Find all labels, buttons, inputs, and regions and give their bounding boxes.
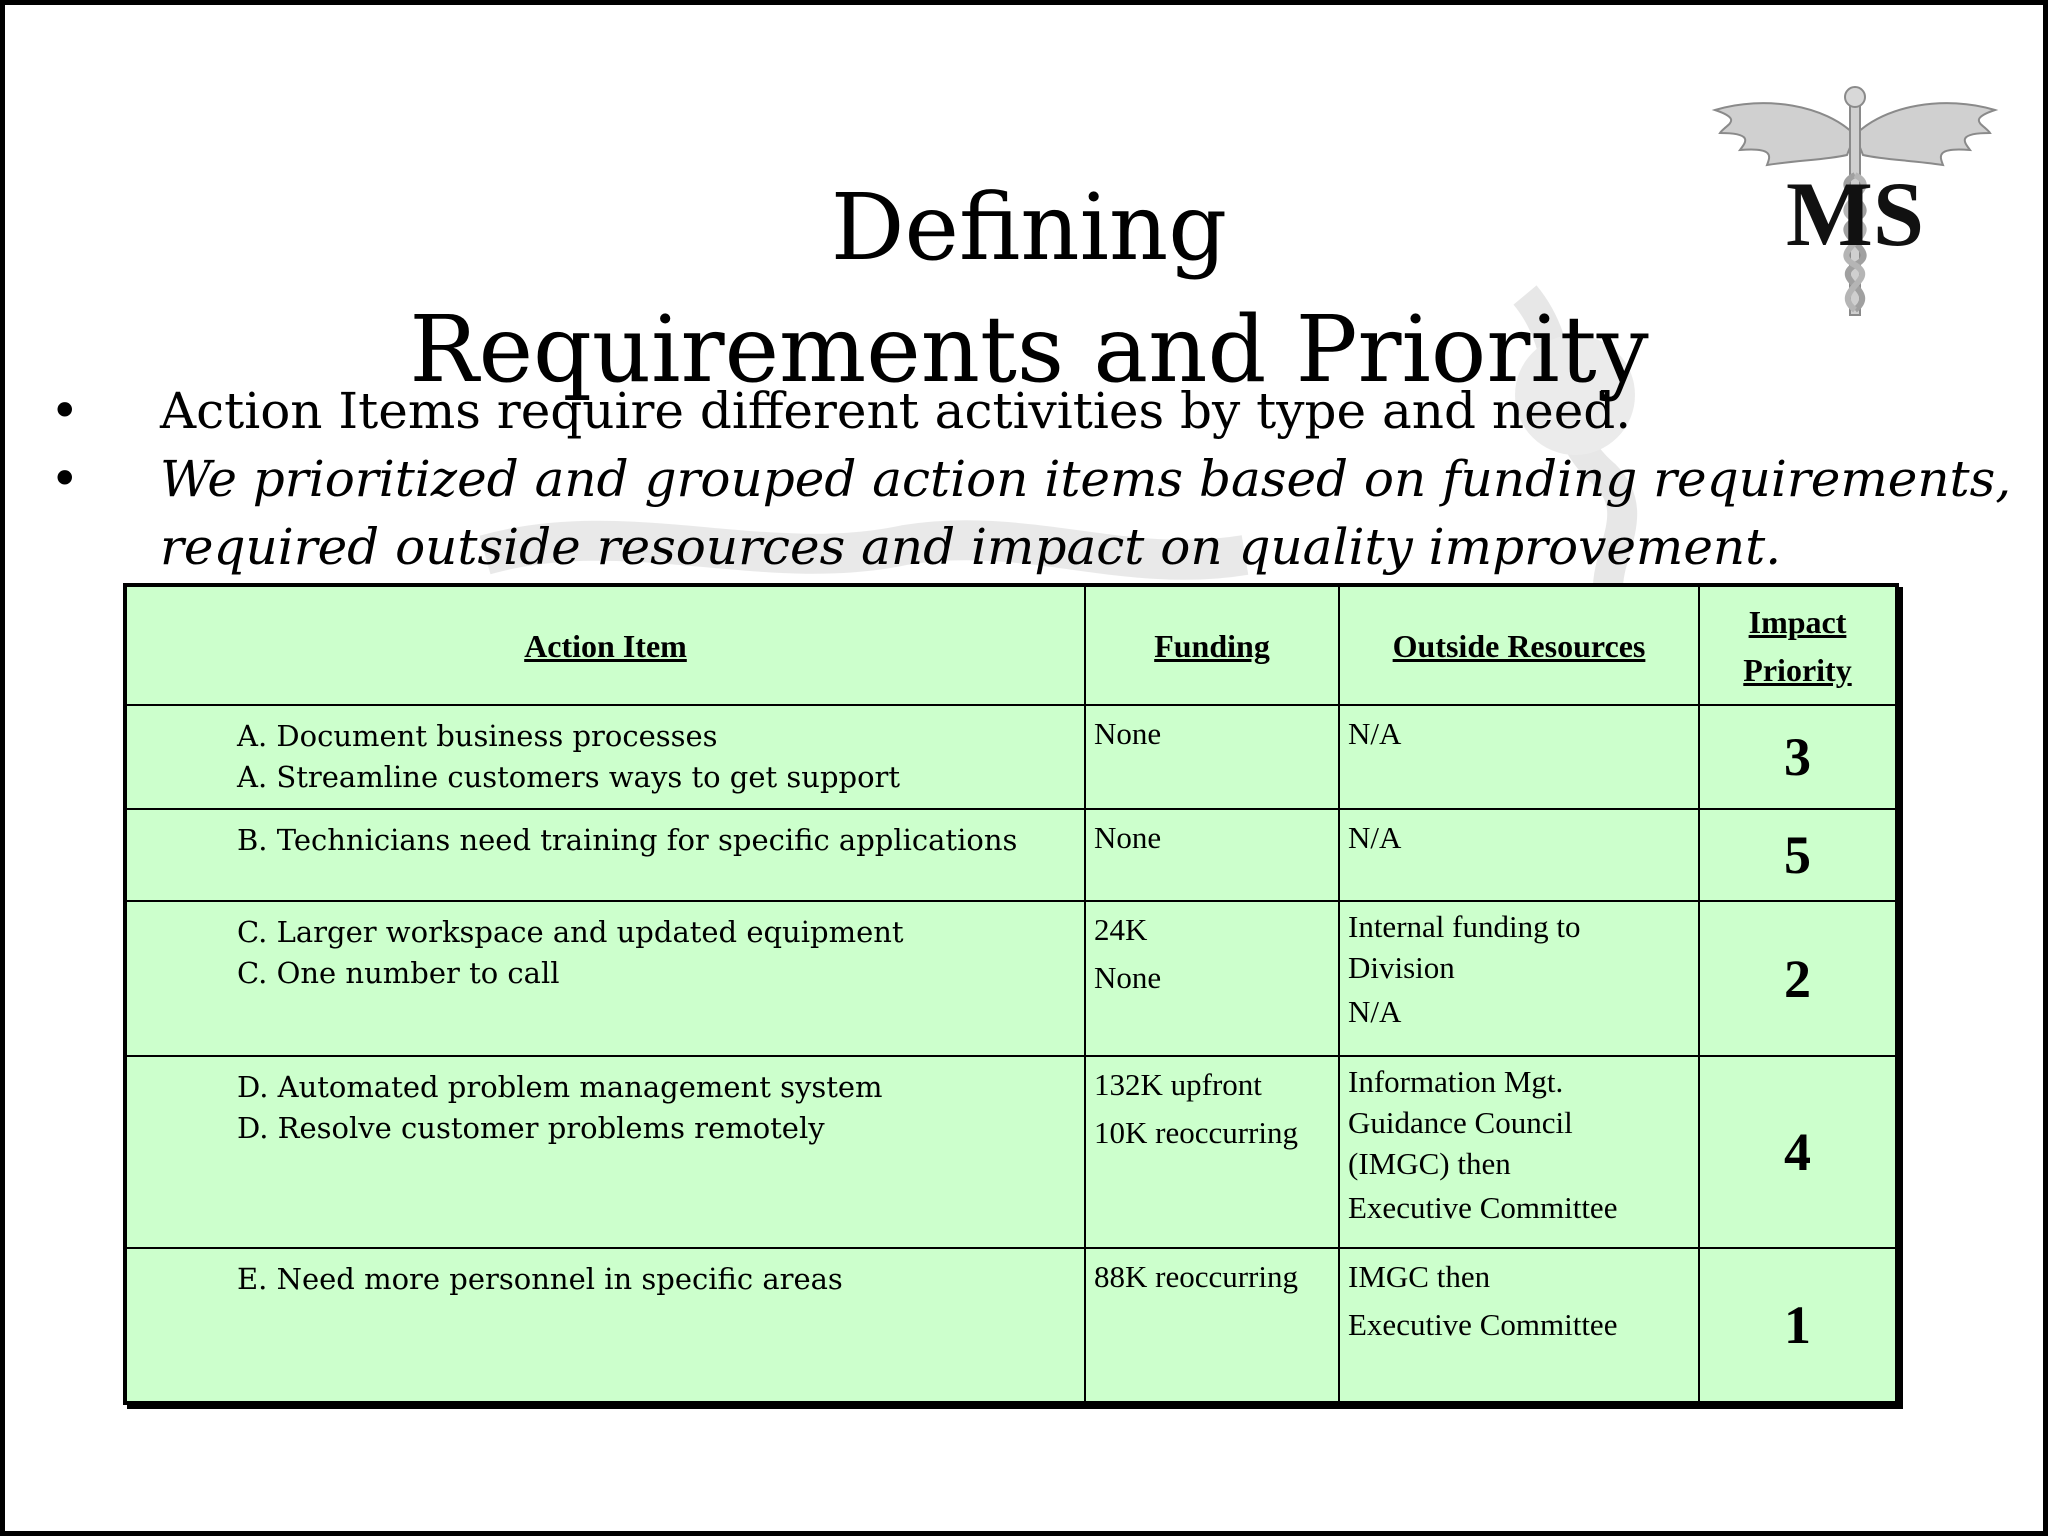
bullet-text: Action Items require different activities by type and need. [160, 382, 1632, 440]
outside-resources-cell [1339, 809, 1699, 901]
bullet-item [50, 377, 2040, 445]
header-impact-priority [1699, 585, 1897, 705]
impact-priority-cell: 5 [1699, 809, 1897, 901]
action-item-line: D. Automated problem management system [237, 1070, 883, 1104]
bullet-list [50, 377, 2040, 581]
action-item-cell [125, 705, 1085, 809]
funding-line: 24K [1094, 912, 1148, 947]
impact-priority-cell: 3 [1699, 705, 1897, 809]
table-row [125, 1056, 1897, 1248]
action-item-line: C. One number to call [237, 956, 560, 990]
table-row [125, 901, 1897, 1056]
outside-resources-cell [1339, 1056, 1699, 1248]
outside-resources-line: Executive Committee [1348, 1190, 1618, 1225]
action-item-line: B. Technicians need training for specific applications [237, 823, 1018, 857]
funding-line: None [1094, 820, 1162, 855]
outside-resources-line: Division [1348, 950, 1455, 985]
header-priority-line: Priority [1743, 651, 1852, 688]
header-funding: Funding [1085, 585, 1339, 705]
outside-resources-line: Information Mgt. [1348, 1064, 1564, 1099]
funding-line: 88K reoccurring [1094, 1259, 1298, 1294]
header-outside-resources: Outside Resources [1339, 585, 1699, 705]
impact-priority-cell: 2 [1699, 901, 1897, 1056]
header-impact-line: Impact [1748, 603, 1847, 640]
outside-resources-line: Executive Committee [1348, 1307, 1618, 1342]
action-item-line: A. Streamline customers ways to get support [237, 760, 901, 794]
action-item-line: D. Resolve customer problems remotely [237, 1111, 825, 1145]
outside-resources-line: N/A [1348, 716, 1402, 751]
funding-cell [1085, 705, 1339, 809]
funding-cell [1085, 1056, 1339, 1248]
action-item-line: C. Larger workspace and updated equipment [237, 915, 904, 949]
funding-line: 132K upfront [1094, 1067, 1262, 1102]
bullet-text: We prioritized and grouped action items based on funding requirements, required outside resources and impact on quality improvement. [160, 450, 2012, 576]
funding-cell [1085, 901, 1339, 1056]
outside-resources-line: IMGC then [1348, 1259, 1491, 1294]
funding-cell [1085, 809, 1339, 901]
caduceus-ms-insignia-icon [1705, 75, 2005, 325]
bullet-dot-icon: • [50, 450, 80, 508]
table-header-row [125, 585, 1897, 705]
funding-line: 10K reoccurring [1094, 1115, 1298, 1150]
logo-letters: MS [1786, 163, 1924, 265]
outside-resources-line: (IMGC) then [1348, 1146, 1511, 1181]
header-action-item: Action Item [125, 585, 1085, 705]
requirements-table [123, 583, 1899, 1405]
outside-resources-line: Internal funding to [1348, 909, 1581, 944]
impact-priority-cell: 1 [1699, 1248, 1897, 1403]
title-line-1: Defining [830, 173, 1228, 281]
outside-resources-line: N/A [1348, 994, 1402, 1029]
action-item-cell [125, 1248, 1085, 1403]
outside-resources-cell [1339, 1248, 1699, 1403]
outside-resources-cell [1339, 901, 1699, 1056]
bullet-dot-icon: • [50, 382, 80, 440]
table-row [125, 705, 1897, 809]
action-item-cell [125, 1056, 1085, 1248]
action-item-line: E. Need more personnel in specific areas [237, 1262, 843, 1296]
funding-cell [1085, 1248, 1339, 1403]
outside-resources-line: Guidance Council [1348, 1105, 1573, 1140]
action-item-cell [125, 809, 1085, 901]
impact-priority-cell: 4 [1699, 1056, 1897, 1248]
action-item-line: A. Document business processes [237, 719, 718, 753]
bullet-item [50, 445, 2040, 581]
table-row [125, 809, 1897, 901]
table-row [125, 1248, 1897, 1403]
action-item-cell [125, 901, 1085, 1056]
funding-line: None [1094, 716, 1162, 751]
outside-resources-line: N/A [1348, 820, 1402, 855]
title-line-2: Requirements and Priority [409, 295, 1649, 403]
funding-line: None [1094, 960, 1162, 995]
outside-resources-cell [1339, 705, 1699, 809]
